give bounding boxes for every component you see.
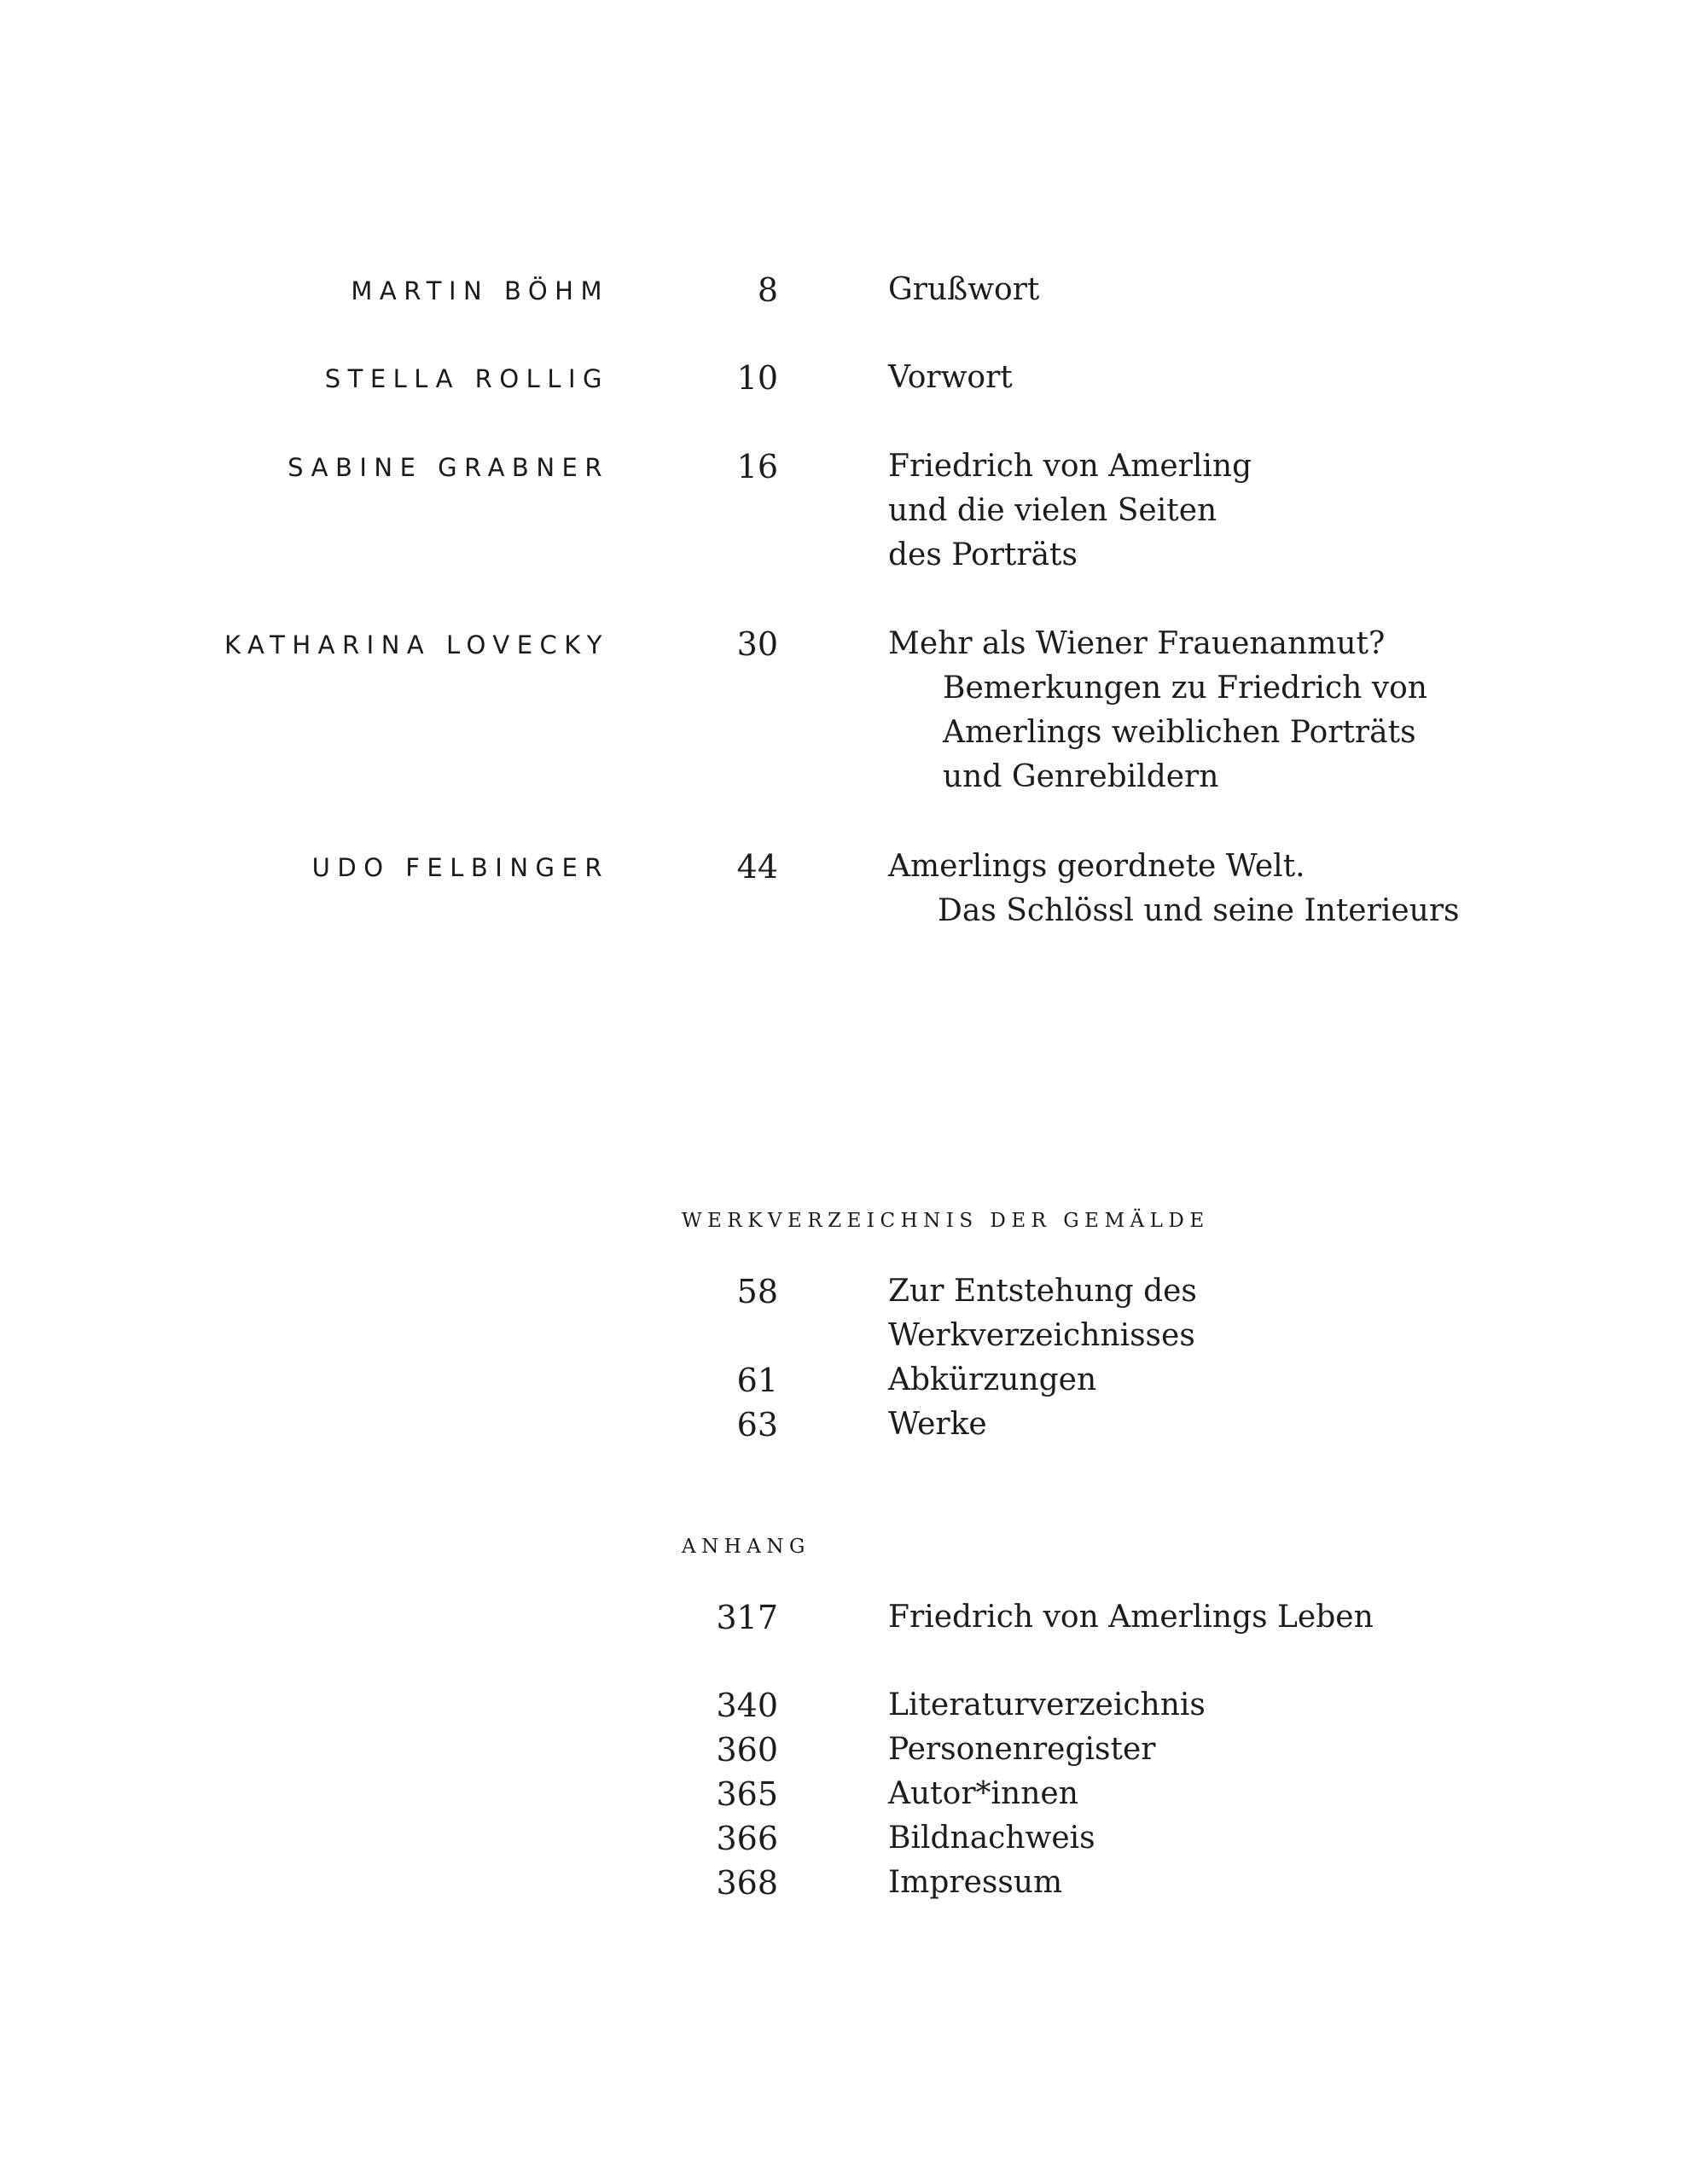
entry-author: SABINE GRABNER [288,453,609,482]
entry-page-number: 30 [736,625,778,663]
entry-title [888,1269,1656,1358]
entry-page-number: 10 [736,359,778,397]
entry-title-line: und die vielen Seiten [888,493,1217,528]
entry-title [888,1595,1656,1640]
entry-title-line: Friedrich von Amerlings Leben [888,1600,1374,1635]
entry-title-line: Grußwort [888,272,1040,307]
entry-page-number: 317 [716,1599,778,1636]
entry-title-line: Amerlings weiblichen Porträts [943,715,1416,750]
entry-title-line: Zur Entstehung des [888,1274,1197,1309]
entry-page-number: 16 [736,448,778,485]
entry-title [888,268,1656,312]
entry-title-line: Friedrich von Amerling [888,449,1252,484]
entry-title-line: Werkverzeichnisses [888,1318,1195,1353]
entry-title-line: Amerlings geordnete Welt. [888,849,1305,884]
entry-title [888,444,1656,578]
entry-title-line: Personenregister [888,1732,1156,1767]
entry-title [888,1861,1656,1905]
entry-author: MARTIN BÖHM [351,276,609,305]
entry-page-number: 63 [736,1406,778,1443]
entry-title-line: und Genrebildern [943,759,1219,794]
entry-page-number: 340 [716,1687,778,1724]
entry-title [888,1403,1656,1447]
section-heading-werkverzeichnis: WERKVERZEICHNIS DER GEMÄLDE [682,1210,1210,1232]
entry-title-line: Literaturverzeichnis [888,1687,1206,1722]
entry-title [888,1683,1656,1728]
entry-page-number: 360 [716,1731,778,1769]
entry-page-number: 365 [716,1775,778,1813]
entry-author: UDO FELBINGER [311,853,609,882]
section-heading-anhang: ANHANG [682,1536,811,1558]
entry-author: STELLA ROLLIG [324,364,609,393]
entry-title-line: Mehr als Wiener Frauenanmut? [888,626,1386,661]
entry-title-line: Abkürzungen [888,1362,1097,1397]
entry-title-line: Bemerkungen zu Friedrich von [943,671,1427,706]
entry-title [888,845,1656,933]
entry-page-number: 61 [736,1362,778,1399]
entry-title-line: Vorwort [888,360,1013,395]
entry-page-number: 366 [716,1820,778,1857]
entry-title-line: Werke [888,1407,987,1442]
entry-page-number: 44 [736,848,778,886]
entry-title [888,622,1656,799]
entry-title-line: Autor*innen [888,1776,1078,1811]
entry-title [888,1358,1656,1403]
entry-author: KATHARINA LOVECKY [224,630,609,659]
entry-page-number: 8 [757,271,778,309]
entry-title [888,356,1656,400]
entry-page-number: 368 [716,1864,778,1902]
entry-title-line: Impressum [888,1865,1063,1900]
entry-title-line: Das Schlössl und seine Interieurs [938,893,1460,928]
entry-title-line: Bildnachweis [888,1821,1095,1856]
entry-page-number: 58 [736,1273,778,1310]
entry-title [888,1728,1656,1772]
entry-title [888,1816,1656,1861]
entry-title [888,1772,1656,1816]
entry-title-line: des Porträts [888,537,1078,572]
